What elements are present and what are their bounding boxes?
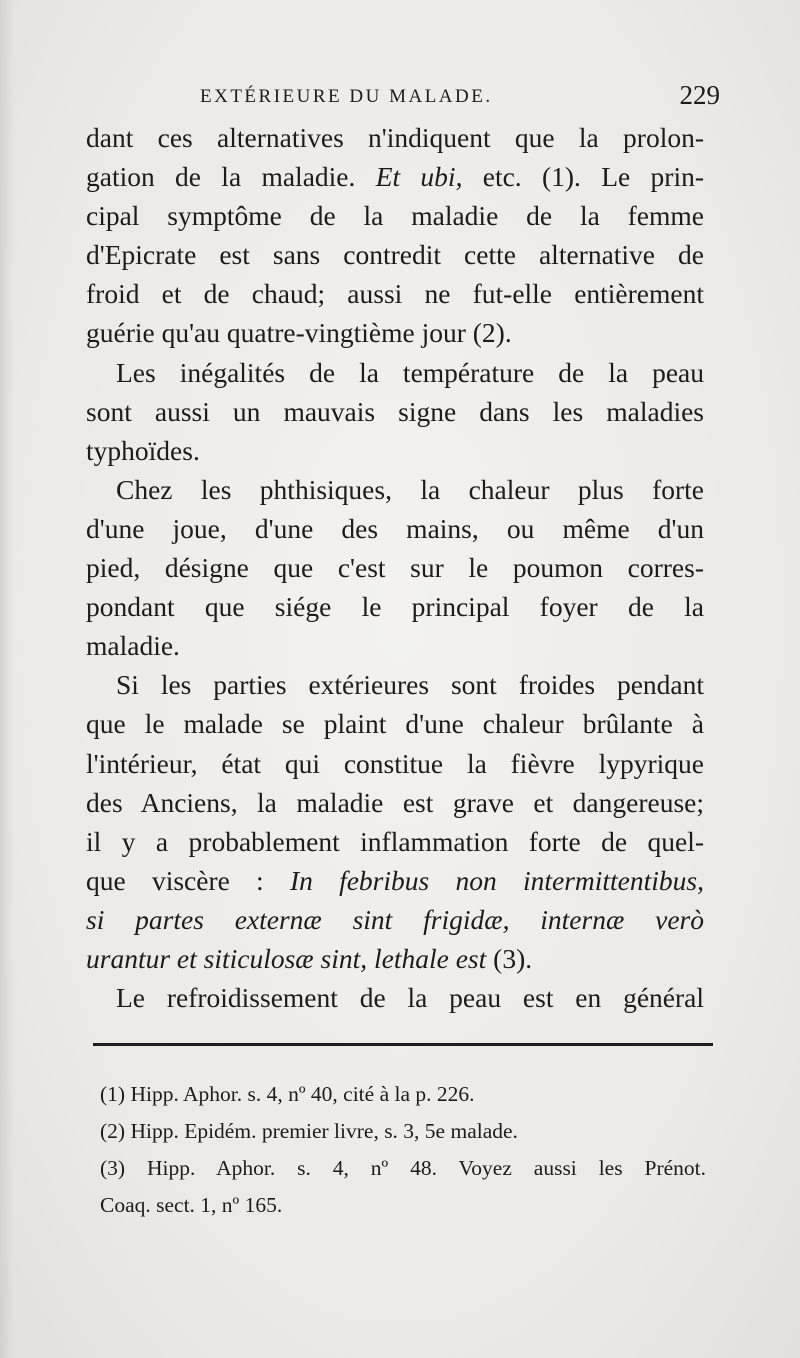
text-line: des Anciens, la maladie est grave et dangereuse;	[86, 786, 704, 818]
text-line: sont aussi un mauvais signe dans les maladies	[86, 395, 704, 427]
text-segment: que viscère :	[86, 864, 290, 896]
text-line: pondant que siége le principal foyer de la	[86, 591, 704, 623]
text-line: typhoïdes.	[86, 434, 200, 466]
latin-quote: In febribus non intermittentibus,	[289, 864, 704, 896]
text-line: d'une joue, d'une des mains, ou même d'un	[86, 512, 704, 544]
text-line: que le malade se plaint d'une chaleur brûlante à	[86, 708, 704, 740]
text-line: Si les parties extérieures sont froides pendant	[116, 669, 704, 701]
running-head	[200, 80, 720, 120]
text-line: d'Epicrate est sans contredit cette alternative de	[86, 239, 704, 271]
latin-quote: urantur et siticulosæ sint, lethale est	[86, 942, 487, 974]
page-number: 229	[679, 80, 720, 110]
text-line: Chez les phthisiques, la chaleur plus forte	[116, 473, 704, 505]
text-line: dant ces alternatives n'indiquent que la prolon-	[86, 122, 704, 153]
text-line: Les inégalités de la température de la peau	[116, 356, 704, 388]
text-line	[86, 939, 704, 978]
text-line: guérie qu'au quatre-vingtième jour (2).	[86, 317, 512, 349]
text-segment: gation de la maladie.	[86, 161, 376, 193]
text-line: cipal symptôme de la maladie de la femme	[86, 200, 704, 232]
body-text	[86, 118, 704, 1017]
text-line: maladie.	[86, 630, 180, 662]
text-line: il y a probablement inflammation forte de quel-	[86, 825, 704, 857]
page-gutter-shadow	[0, 0, 14, 1358]
running-title: EXTÉRIEURE DU MALADE.	[200, 86, 493, 107]
text-line	[86, 861, 704, 900]
footnote: (3) Hipp. Aphor. s. 4, nº 48. Voyez aussi les Prénot.	[100, 1156, 706, 1180]
text-line: l'intérieur, état qui constitue la fièvre lypyrique	[86, 747, 704, 779]
footnotes	[100, 1076, 706, 1224]
footnote-continuation: Coaq. sect. 1, nº 165.	[100, 1193, 283, 1217]
footnote: (1) Hipp. Aphor. s. 4, nº 40, cité à la p. 226.	[100, 1082, 475, 1106]
text-line: Le refroidissement de la peau est en général	[116, 982, 704, 1014]
text-line	[86, 157, 704, 196]
latin-quote: si partes externæ sint frigidæ, internæ verò	[86, 903, 704, 935]
text-line: froid et de chaud; aussi ne fut-elle entièrement	[86, 278, 704, 310]
footnote-divider	[93, 1043, 713, 1046]
footnote-ref: (3).	[486, 942, 533, 974]
text-line	[86, 900, 704, 939]
footnote-ref: etc. (1). Le prin-	[462, 161, 705, 193]
footnote: (2) Hipp. Epidém. premier livre, s. 3, 5e malade.	[100, 1119, 518, 1143]
latin-quote: Et ubi,	[375, 161, 463, 193]
text-line: pied, désigne que c'est sur le poumon corres-	[86, 552, 704, 584]
